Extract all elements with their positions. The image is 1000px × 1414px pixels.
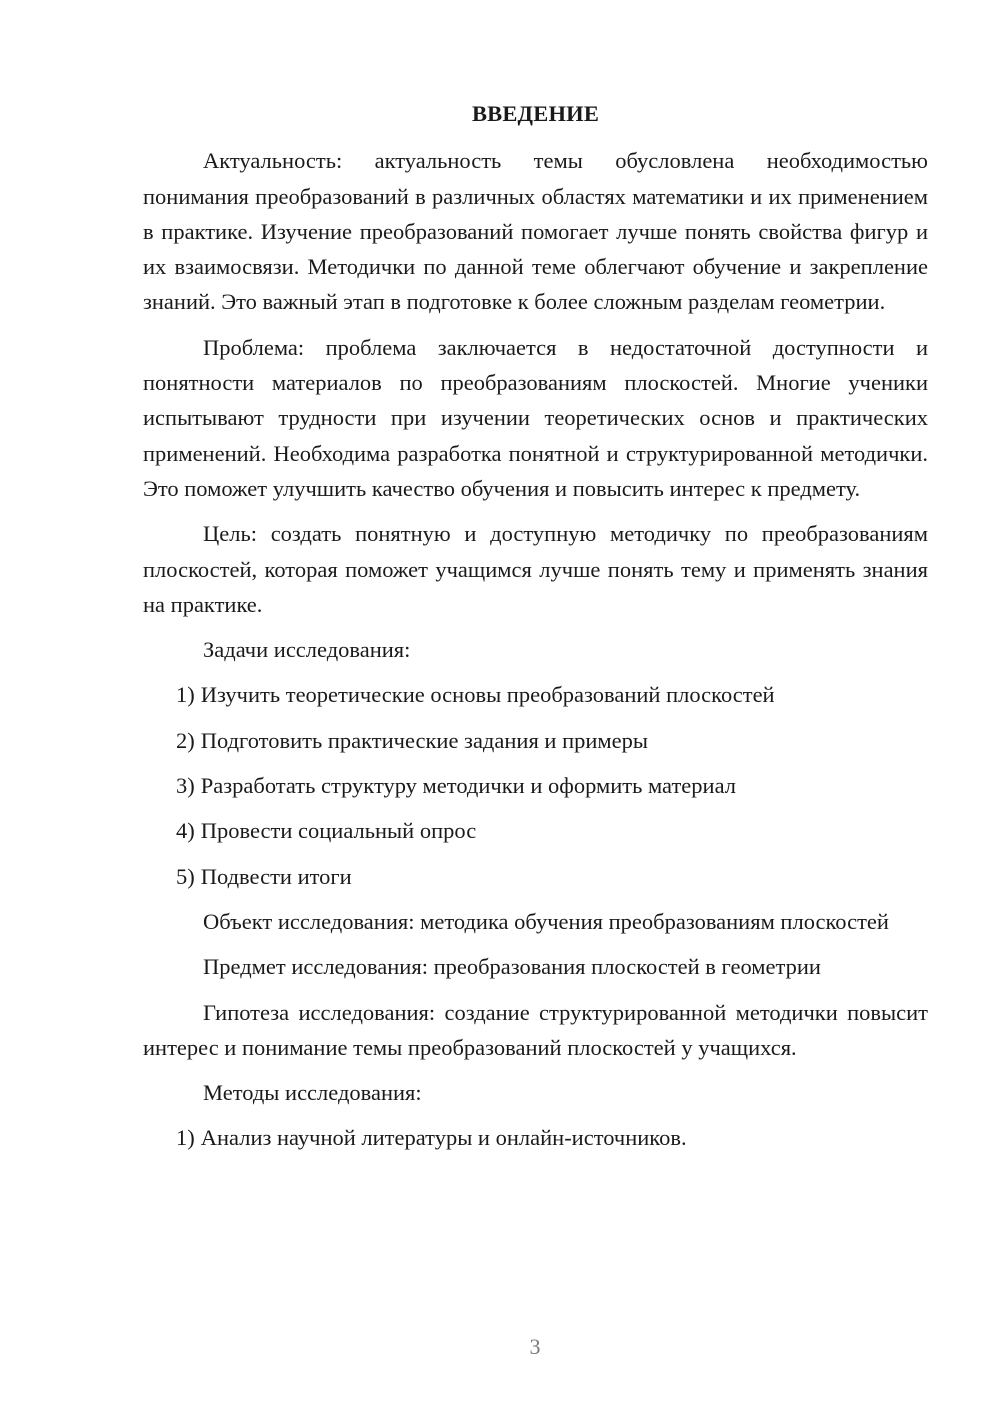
- list-item: [143, 1120, 928, 1155]
- tasks-label: Задачи исследования:: [203, 637, 411, 663]
- list-item: [143, 768, 928, 803]
- section-title: ВВЕДЕНИЕ: [471, 101, 600, 126]
- subject-paragraph: Предмет исследования: преобразования плоскостей в геометрии: [203, 954, 821, 980]
- list-item: [143, 813, 928, 848]
- list-item-text: Разработать структуру методички и оформить материал: [200, 773, 736, 799]
- goal-paragraph: Цель: создать понятную и доступную методичку по преобразованиям плоскостей, которая поможет учащимся лучше понять тему и применять знания на практике.: [143, 521, 928, 617]
- tasks-list: [143, 677, 928, 893]
- list-item-text: Провести социальный опрос: [200, 818, 477, 844]
- list-item-text: Изучить теоретические основы преобразований плоскостей: [200, 682, 775, 708]
- page-content: [143, 96, 928, 1166]
- hypothesis-paragraph: Гипотеза исследования: создание структурированной методички повысит интерес и понимание темы преобразований плоскостей у учащихся.: [143, 999, 928, 1060]
- page-number: 3: [529, 1334, 541, 1359]
- list-item-number: 3): [176, 773, 195, 799]
- problem-paragraph: Проблема: проблема заключается в недостаточной доступности и понятности материалов по преобразованиям плоскостей. Многие ученики испытывают трудности при изучении теоретических основ и практических применений. Необходима разработка понятной и структурированной методички. Это поможет улучшить качество обучения и повысить интерес к предмету.: [143, 334, 928, 501]
- list-item-number: 2): [176, 727, 195, 753]
- list-item-number: 5): [176, 863, 195, 889]
- relevance-paragraph: Актуальность: актуальность темы обусловлена необходимостью понимания преобразований в различных областях математики и их применением в практике. Изучение преобразований помогает лучше понять свойства фигур и их взаимосвязи. Методички по данной теме облегчают обучение и закрепление знаний. Это важный этап в подготовке к более сложным разделам геометрии.: [143, 148, 928, 315]
- list-item: [143, 859, 928, 894]
- list-item-text: Подвести итоги: [200, 863, 352, 889]
- list-item: [143, 723, 928, 758]
- methods-list: [143, 1120, 928, 1155]
- list-item: [143, 677, 928, 712]
- list-item-number: 1): [176, 1125, 195, 1151]
- list-item-text: Подготовить практические задания и примеры: [200, 727, 649, 753]
- object-paragraph: Объект исследования: методика обучения преобразованиям плоскостей: [203, 908, 889, 934]
- list-item-number: 1): [176, 682, 195, 708]
- list-item-number: 4): [176, 818, 195, 844]
- list-item-text: Анализ научной литературы и онлайн-источников.: [200, 1125, 687, 1151]
- methods-label: Методы исследования:: [203, 1080, 422, 1106]
